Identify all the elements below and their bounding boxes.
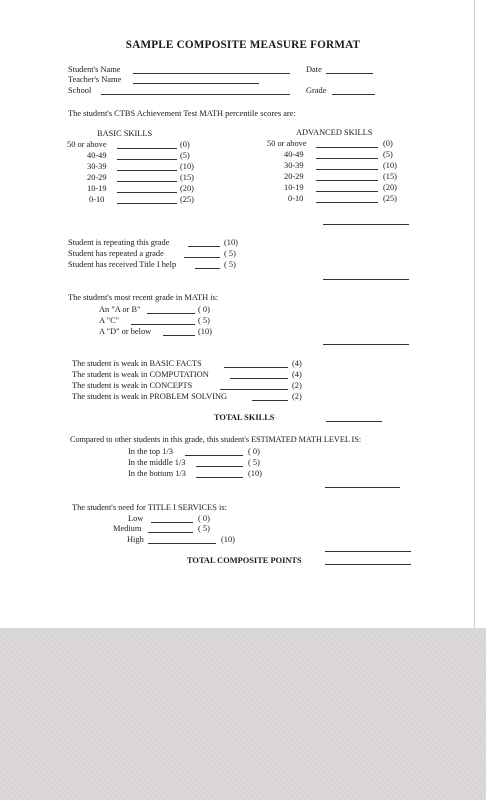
estimated-level-label: In the middle 1/3	[128, 458, 186, 467]
basic-row-points: (15)	[180, 173, 194, 182]
recent-grade-points: ( 5)	[198, 316, 210, 325]
ctbs-intro: The student's CTBS Achievement Test MATH percentile scores are:	[68, 109, 296, 118]
title-one-points: (10)	[221, 535, 235, 544]
repeat-points: ( 5)	[224, 260, 236, 269]
title-one-label: Medium	[113, 524, 142, 533]
basic-row-line[interactable]	[117, 181, 177, 182]
repeat-points: (10)	[224, 238, 238, 247]
advanced-row-label: 30-39	[284, 161, 304, 170]
estimated-level-intro: Compared to other students in this grade, this student's ESTIMATED MATH LEVEL IS:	[70, 435, 362, 444]
basic-row-line[interactable]	[117, 170, 177, 171]
basic-row-line[interactable]	[117, 159, 177, 160]
date-label: Date	[306, 65, 322, 74]
basic-row-line[interactable]	[117, 148, 177, 149]
recent-grade-label: A "D" or below	[99, 327, 152, 336]
teacher-name-line[interactable]	[133, 83, 259, 84]
percentile-subtotal-line[interactable]	[323, 224, 409, 225]
advanced-row-line[interactable]	[316, 180, 378, 181]
advanced-row-points: (20)	[383, 183, 397, 192]
title-one-line[interactable]	[148, 532, 193, 533]
title-one-subtotal-line[interactable]	[325, 551, 411, 552]
student-name-label: Student's Name	[68, 65, 121, 74]
recent-grade-label: An "A or B"	[99, 305, 141, 314]
repeat-line[interactable]	[188, 246, 220, 247]
estimated-level-points: ( 5)	[248, 458, 260, 467]
basic-row-points: (20)	[180, 184, 194, 193]
grade-line[interactable]	[332, 94, 375, 95]
recent-grade-subtotal-line[interactable]	[323, 344, 409, 345]
weak-area-points: (4)	[292, 370, 302, 379]
advanced-row-points: (5)	[383, 150, 393, 159]
advanced-row-line[interactable]	[316, 169, 378, 170]
weak-area-points: (4)	[292, 359, 302, 368]
estimated-level-line[interactable]	[185, 455, 243, 456]
advanced-row-label: 20-29	[284, 172, 304, 181]
weak-area-line[interactable]	[252, 400, 288, 401]
basic-row-label: 30-39	[87, 162, 107, 171]
advanced-row-line[interactable]	[316, 158, 378, 159]
recent-grade-line[interactable]	[147, 313, 195, 314]
advanced-row-line[interactable]	[316, 191, 378, 192]
teacher-name-label: Teacher's Name	[68, 75, 122, 84]
date-line[interactable]	[326, 73, 373, 74]
title-one-label: Low	[128, 514, 144, 523]
advanced-row-points: (10)	[383, 161, 397, 170]
advanced-skills-heading: ADVANCED SKILLS	[296, 128, 373, 137]
repeat-label: Student has repeated a grade	[68, 249, 164, 258]
estimated-level-line[interactable]	[196, 466, 243, 467]
recent-grade-line[interactable]	[163, 335, 195, 336]
basic-row-label: 40-49	[87, 151, 107, 160]
page-edge	[474, 0, 475, 628]
estimated-level-label: In the bottom 1/3	[128, 469, 186, 478]
basic-row-label: 50 or above	[67, 140, 107, 149]
advanced-row-line[interactable]	[316, 202, 378, 203]
recent-grade-line[interactable]	[131, 324, 195, 325]
basic-row-label: 10-19	[87, 184, 107, 193]
title-one-intro: The student's need for TITLE I SERVICES is:	[72, 503, 227, 512]
recent-grade-intro: The student's most recent grade in MATH is:	[68, 293, 219, 302]
repeat-label: Student has received Title I help	[68, 260, 177, 269]
estimated-level-subtotal-line[interactable]	[325, 487, 400, 488]
basic-row-points: (25)	[180, 195, 194, 204]
repeat-line[interactable]	[195, 268, 220, 269]
total-skills-line[interactable]	[326, 421, 382, 422]
basic-row-line[interactable]	[117, 192, 177, 193]
weak-area-label: The student is weak in CONCEPTS	[72, 381, 193, 390]
repeat-subtotal-line[interactable]	[323, 279, 409, 280]
weak-area-label: The student is weak in PROBLEM SOLVING	[72, 392, 228, 401]
advanced-row-label: 50 or above	[267, 139, 307, 148]
total-skills-label: TOTAL SKILLS	[214, 413, 275, 422]
total-composite-label: TOTAL COMPOSITE POINTS	[187, 556, 302, 565]
repeat-line[interactable]	[184, 257, 220, 258]
basic-row-label: 20-29	[87, 173, 107, 182]
recent-grade-label: A "C"	[99, 316, 120, 325]
advanced-row-label: 40-49	[284, 150, 304, 159]
estimated-level-label: In the top 1/3	[128, 447, 173, 456]
weak-area-points: (2)	[292, 392, 302, 401]
weak-area-line[interactable]	[230, 378, 288, 379]
advanced-row-label: 10-19	[284, 183, 304, 192]
advanced-row-label: 0-10	[288, 194, 304, 203]
title-one-line[interactable]	[148, 543, 216, 544]
advanced-row-line[interactable]	[316, 147, 378, 148]
student-name-line[interactable]	[133, 73, 290, 74]
advanced-row-points: (15)	[383, 172, 397, 181]
school-line[interactable]	[101, 94, 290, 95]
repeat-label: Student is repeating this grade	[68, 238, 170, 247]
scanner-background	[0, 628, 486, 800]
recent-grade-points: ( 0)	[198, 305, 210, 314]
repeat-points: ( 5)	[224, 249, 236, 258]
weak-area-line[interactable]	[224, 367, 288, 368]
school-label: School	[68, 86, 92, 95]
estimated-level-points: ( 0)	[248, 447, 260, 456]
title-one-points: ( 5)	[198, 524, 210, 533]
basic-skills-heading: BASIC SKILLS	[97, 129, 153, 138]
form-title: SAMPLE COMPOSITE MEASURE FORMAT	[125, 39, 361, 51]
estimated-level-line[interactable]	[196, 477, 243, 478]
recent-grade-points: (10)	[198, 327, 212, 336]
basic-row-points: (0)	[180, 140, 190, 149]
weak-area-label: The student is weak in COMPUTATION	[72, 370, 209, 379]
weak-area-label: The student is weak in BASIC FACTS	[72, 359, 202, 368]
grade-label: Grade	[306, 86, 327, 95]
title-one-points: ( 0)	[198, 514, 210, 523]
advanced-row-points: (25)	[383, 194, 397, 203]
basic-row-label: 0-10	[89, 195, 105, 204]
estimated-level-points: (10)	[248, 469, 262, 478]
weak-area-points: (2)	[292, 381, 302, 390]
advanced-row-points: (0)	[383, 139, 393, 148]
basic-row-line[interactable]	[117, 203, 177, 204]
basic-row-points: (10)	[180, 162, 194, 171]
title-one-line[interactable]	[151, 522, 193, 523]
weak-area-line[interactable]	[220, 389, 288, 390]
basic-row-points: (5)	[180, 151, 190, 160]
title-one-label: High	[127, 535, 144, 544]
total-composite-line[interactable]	[325, 564, 411, 565]
